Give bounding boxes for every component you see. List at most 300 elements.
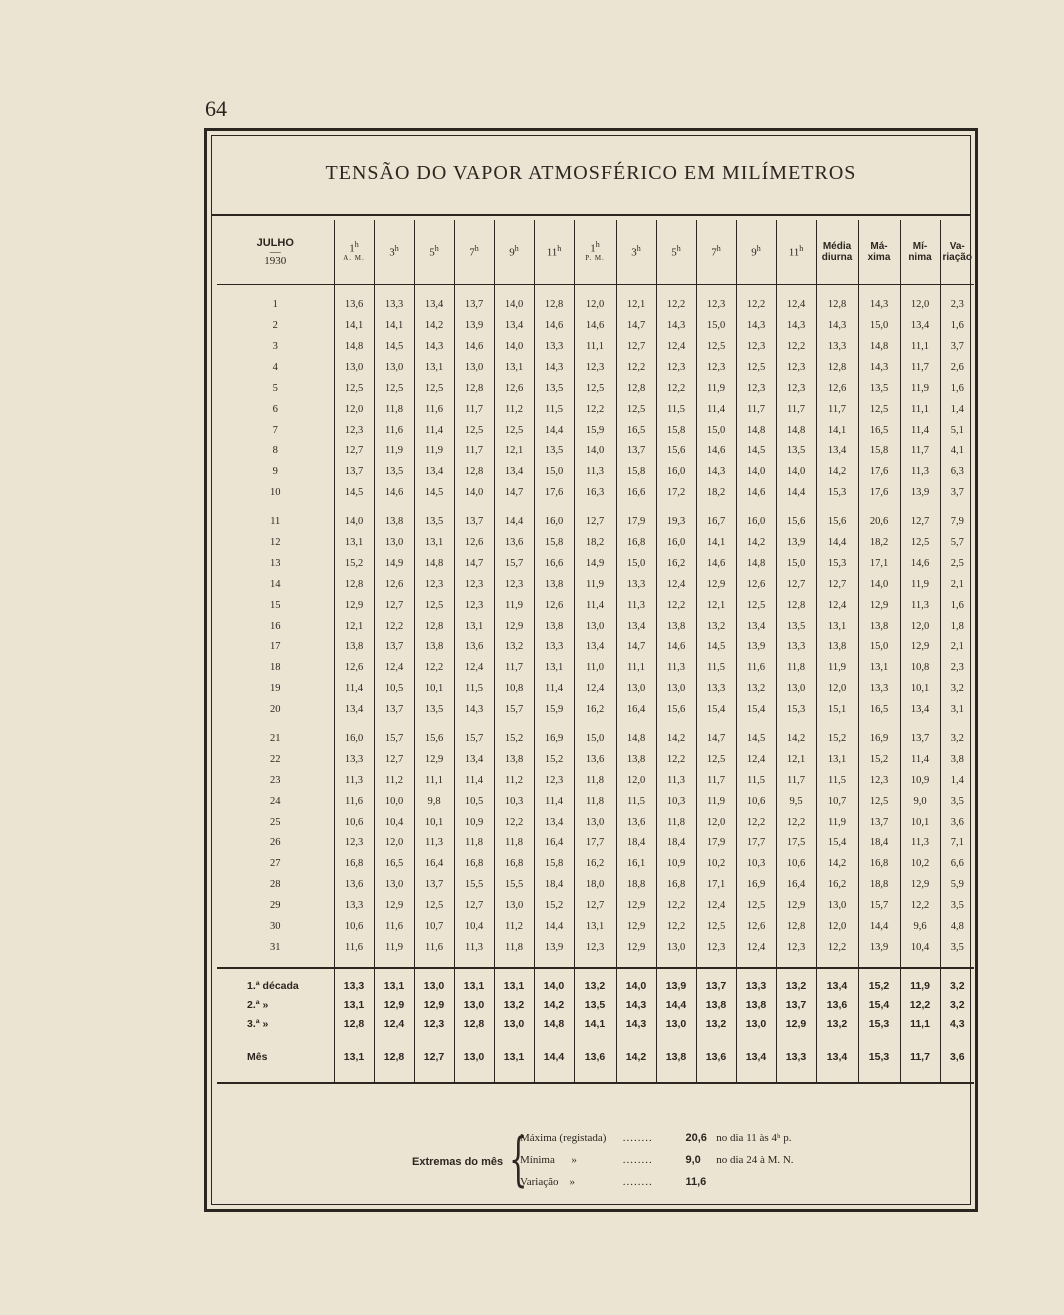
- table-cell: 12,0: [816, 917, 858, 938]
- table-cell: 13,0: [374, 533, 414, 554]
- table-cell: 12,4: [736, 750, 776, 771]
- hour-number: 1: [349, 242, 355, 255]
- table-cell: 15,8: [616, 462, 656, 483]
- table-cell: 15,8: [534, 533, 574, 554]
- day-number: 4: [272, 361, 278, 373]
- table-cell: 12,2: [736, 812, 776, 833]
- table-cell: 16,9: [534, 721, 574, 750]
- table-cell: 15,0: [574, 721, 616, 750]
- table-cell: 14,8: [858, 337, 900, 358]
- table-cell: 6,3: [940, 462, 974, 483]
- extreme-dots: ........: [622, 1176, 653, 1188]
- table-cell: 12,2: [616, 358, 656, 379]
- table-cell: 17,7: [574, 833, 616, 854]
- table-row: [217, 462, 974, 483]
- table-cell: 12,3: [736, 337, 776, 358]
- table-cell: 14,0: [494, 285, 534, 316]
- table-cell: 11,7: [776, 399, 816, 420]
- table-cell: 18,4: [616, 833, 656, 854]
- table-cell: 11,7: [776, 771, 816, 792]
- table-cell: 12,3: [776, 358, 816, 379]
- table-cell: 11,3: [900, 462, 940, 483]
- table-cell: 1,6: [940, 595, 974, 616]
- table-cell: 13,1: [574, 917, 616, 938]
- table-row: [217, 854, 974, 875]
- table-cell: 16,2: [816, 875, 858, 896]
- summary-cell: 13,3: [736, 968, 776, 996]
- table-cell: 12,2: [776, 337, 816, 358]
- summary-cell: 4,3: [940, 1015, 974, 1034]
- table-cell: 15,0: [534, 462, 574, 483]
- table-cell: 18,4: [656, 833, 696, 854]
- summary-cell: 12,9: [414, 996, 454, 1015]
- summary-cell: 3,6: [940, 1034, 974, 1083]
- table-cell: 12,3: [776, 938, 816, 968]
- table-cell: 12,5: [858, 399, 900, 420]
- hour-number: 3: [631, 246, 637, 259]
- table-cell: 12,9: [414, 750, 454, 771]
- table-cell: 10,8: [900, 658, 940, 679]
- table-cell: 12,5: [858, 791, 900, 812]
- table-frame: [204, 128, 978, 1212]
- table-cell: 12,9: [616, 917, 656, 938]
- table-cell: 12,5: [454, 420, 494, 441]
- table-cell: 12,8: [776, 917, 816, 938]
- table-cell: 14,4: [776, 483, 816, 504]
- day-number: 16: [270, 620, 281, 632]
- hour-header: [534, 220, 574, 285]
- table-cell: 11,3: [414, 833, 454, 854]
- table-cell: 16,8: [454, 854, 494, 875]
- table-cell: 11,2: [374, 771, 414, 792]
- table-cell: 6,6: [940, 854, 974, 875]
- table-cell: 14,3: [414, 337, 454, 358]
- table-cell: 13,5: [374, 462, 414, 483]
- table-cell: 12,1: [696, 595, 736, 616]
- table-cell: 12,4: [696, 896, 736, 917]
- summary-cell: 13,1: [334, 1034, 374, 1083]
- table-cell: 11,5: [454, 679, 494, 700]
- table-cell: 12,4: [776, 285, 816, 316]
- table-cell: 16,8: [656, 875, 696, 896]
- day-number: 15: [270, 599, 281, 611]
- table-cell: 12,3: [736, 379, 776, 400]
- table-cell: 12,2: [656, 285, 696, 316]
- table-cell: 11,6: [736, 658, 776, 679]
- hour-header: [656, 220, 696, 285]
- daily-rows: [217, 285, 974, 968]
- table-frame-inner: [211, 135, 971, 1205]
- table-cell: 5,1: [940, 420, 974, 441]
- table-cell: 12,1: [334, 616, 374, 637]
- table-cell: 14,3: [656, 316, 696, 337]
- table-cell: 11,3: [454, 938, 494, 968]
- table-row: [217, 875, 974, 896]
- table-cell: 13,8: [374, 504, 414, 533]
- table-cell: 18,2: [858, 533, 900, 554]
- summary-cell: 13,0: [454, 1034, 494, 1083]
- table-cell: 14,1: [374, 316, 414, 337]
- table-cell: 12,9: [616, 896, 656, 917]
- table-cell: 15,9: [534, 700, 574, 721]
- table-cell: 9,0: [900, 791, 940, 812]
- table-cell: 12,8: [616, 379, 656, 400]
- summary-cell: 13,1: [494, 968, 534, 996]
- table-cell: 11,4: [534, 679, 574, 700]
- table-cell: 10,7: [414, 917, 454, 938]
- table-cell: 15,0: [776, 554, 816, 575]
- table-cell: 13,9: [736, 637, 776, 658]
- summary-cell: 15,3: [858, 1015, 900, 1034]
- summary-cell: 13,7: [696, 968, 736, 996]
- table-cell: 14,8: [334, 337, 374, 358]
- month-header: [217, 220, 334, 285]
- decade-summary-row: [217, 1015, 974, 1034]
- table-cell: 16,2: [574, 854, 616, 875]
- table-cell: 14,0: [334, 504, 374, 533]
- table-cell: 13,7: [374, 700, 414, 721]
- table-cell: 12,5: [494, 420, 534, 441]
- table-cell: 16,4: [414, 854, 454, 875]
- table-cell: 16,5: [374, 854, 414, 875]
- table-cell: 3,5: [940, 938, 974, 968]
- table-cell: 13,9: [776, 533, 816, 554]
- summary-cell: 13,6: [574, 1034, 616, 1083]
- day-number: 21: [270, 733, 281, 744]
- table-cell: 14,4: [494, 504, 534, 533]
- media-diurna-header: [816, 220, 858, 285]
- table-cell: 13,8: [534, 575, 574, 596]
- table-row: [217, 483, 974, 504]
- table-row: [217, 533, 974, 554]
- table-cell: 9,5: [776, 791, 816, 812]
- table-cell: 5,7: [940, 533, 974, 554]
- table-cell: 12,9: [900, 875, 940, 896]
- table-cell: 12,7: [334, 441, 374, 462]
- table-cell: 12,3: [454, 595, 494, 616]
- table-cell: 13,4: [534, 812, 574, 833]
- day-number: 5: [272, 382, 278, 394]
- table-cell: 12,7: [574, 896, 616, 917]
- summary-cell: 13,8: [736, 996, 776, 1015]
- table-cell: 18,8: [858, 875, 900, 896]
- hour-number: 11: [546, 246, 558, 259]
- table-cell: 11,6: [414, 399, 454, 420]
- table-cell: 11,3: [900, 833, 940, 854]
- table-cell: 14,6: [696, 441, 736, 462]
- table-cell: 11,4: [414, 420, 454, 441]
- table-cell: 12,3: [858, 771, 900, 792]
- table-cell: 10,9: [454, 812, 494, 833]
- table-cell: 16,9: [736, 875, 776, 896]
- summary-cell: 12,9: [374, 996, 414, 1015]
- table-cell: 13,4: [574, 637, 616, 658]
- summary-cell: 12,4: [374, 1015, 414, 1034]
- table-cell: 1,4: [940, 399, 974, 420]
- table-cell: 13,4: [494, 316, 534, 337]
- table-cell: 12,2: [656, 750, 696, 771]
- table-cell: 12,3: [454, 575, 494, 596]
- table-cell: 12,6: [334, 658, 374, 679]
- table-cell: 10,8: [494, 679, 534, 700]
- table-cell: 13,5: [776, 441, 816, 462]
- table-cell: 13,8: [494, 750, 534, 771]
- summary-cell: 12,2: [900, 996, 940, 1015]
- summary-cell: 15,4: [858, 996, 900, 1015]
- table-cell: 12,2: [656, 379, 696, 400]
- table-row: [217, 896, 974, 917]
- table-cell: 14,7: [696, 721, 736, 750]
- table-cell: 18,0: [574, 875, 616, 896]
- hour-header: [334, 220, 374, 285]
- table-cell: 12,5: [736, 595, 776, 616]
- table-cell: 14,0: [574, 441, 616, 462]
- table-cell: 12,8: [816, 285, 858, 316]
- table-cell: 14,6: [454, 337, 494, 358]
- table-cell: 16,2: [656, 554, 696, 575]
- hour-header: [454, 220, 494, 285]
- hour-header: [574, 220, 616, 285]
- table-cell: 11,7: [900, 358, 940, 379]
- table-cell: 13,4: [736, 616, 776, 637]
- summary-cell: 13,2: [494, 996, 534, 1015]
- day-number: 19: [270, 683, 281, 695]
- extreme-name: Mínima »: [520, 1154, 577, 1166]
- table-cell: 11,6: [334, 938, 374, 968]
- table-cell: 11,4: [334, 679, 374, 700]
- table-row: [217, 358, 974, 379]
- table-cell: 11,8: [574, 791, 616, 812]
- day-number: 3: [272, 340, 278, 352]
- summary-cell: 14,8: [534, 1015, 574, 1034]
- table-cell: 16,4: [616, 700, 656, 721]
- table-cell: 13,3: [334, 896, 374, 917]
- hour-number: 9: [509, 246, 515, 259]
- table-cell: 12,3: [696, 938, 736, 968]
- table-cell: 12,4: [656, 575, 696, 596]
- table-row: [217, 917, 974, 938]
- table-cell: 13,4: [816, 441, 858, 462]
- table-cell: 13,2: [696, 616, 736, 637]
- table-cell: 11,9: [414, 441, 454, 462]
- table-cell: 13,5: [776, 616, 816, 637]
- table-cell: 11,4: [900, 750, 940, 771]
- table-cell: 12,2: [776, 812, 816, 833]
- title-divider: [212, 214, 970, 216]
- table-row: [217, 791, 974, 812]
- month-label: JULHO: [256, 236, 294, 249]
- table-cell: 14,0: [494, 337, 534, 358]
- table-cell: 14,0: [858, 575, 900, 596]
- table-cell: 11,9: [696, 379, 736, 400]
- day-number: 23: [270, 774, 281, 786]
- table-cell: 12,4: [574, 679, 616, 700]
- table-cell: 16,0: [334, 721, 374, 750]
- table-cell: 14,8: [776, 420, 816, 441]
- hour-header: [736, 220, 776, 285]
- table-cell: 14,6: [900, 554, 940, 575]
- summary-cell: 14,3: [616, 1015, 656, 1034]
- table-cell: 14,4: [534, 420, 574, 441]
- extreme-note: no dia 24 à M. N.: [716, 1154, 794, 1166]
- extreme-name: Máxima (registada): [520, 1132, 607, 1144]
- table-cell: 13,8: [616, 750, 656, 771]
- table-cell: 16,3: [574, 483, 616, 504]
- table-cell: 10,1: [900, 679, 940, 700]
- hour-superscript: h: [716, 244, 721, 254]
- extremes-label: Extremas do mês: [412, 1156, 504, 1168]
- table-cell: 12,3: [534, 771, 574, 792]
- table-cell: 10,7: [816, 791, 858, 812]
- table-cell: 10,6: [334, 917, 374, 938]
- table-cell: 10,9: [900, 771, 940, 792]
- summary-cell: 14,2: [534, 996, 574, 1015]
- table-cell: 12,7: [374, 750, 414, 771]
- table-cell: 11,2: [494, 917, 534, 938]
- summary-cell: 12,9: [776, 1015, 816, 1034]
- table-cell: 16,4: [776, 875, 816, 896]
- table-cell: 12,2: [736, 285, 776, 316]
- table-cell: 13,0: [574, 616, 616, 637]
- table-cell: 12,7: [574, 504, 616, 533]
- table-cell: 11,1: [616, 658, 656, 679]
- table-cell: 3,2: [940, 721, 974, 750]
- day-number: 10: [270, 487, 281, 499]
- table-cell: 13,3: [696, 679, 736, 700]
- table-cell: 3,5: [940, 896, 974, 917]
- table-cell: 16,8: [616, 533, 656, 554]
- media-line2: diurna: [821, 252, 853, 263]
- table-cell: 12,6: [736, 575, 776, 596]
- table-cell: 13,7: [900, 721, 940, 750]
- table-cell: 14,5: [414, 483, 454, 504]
- table-cell: 12,3: [776, 379, 816, 400]
- table-cell: 14,3: [858, 285, 900, 316]
- hour-superscript: h: [434, 244, 439, 254]
- summary-cell: 13,1: [374, 968, 414, 996]
- summary-cell: 14,2: [616, 1034, 656, 1083]
- hour-header: [374, 220, 414, 285]
- table-cell: 11,6: [414, 938, 454, 968]
- table-cell: 14,7: [494, 483, 534, 504]
- table-cell: 10,6: [776, 854, 816, 875]
- summary-cell: 15,3: [858, 1034, 900, 1083]
- table-cell: 11,9: [900, 379, 940, 400]
- table-cell: 11,0: [574, 658, 616, 679]
- hour-number: 1: [590, 242, 596, 255]
- hour-superscript: h: [636, 244, 641, 254]
- day-number: 6: [272, 403, 278, 415]
- table-cell: 13,0: [616, 679, 656, 700]
- table-cell: 14,3: [696, 462, 736, 483]
- table-row: [217, 679, 974, 700]
- extreme-row-min: [520, 1154, 794, 1166]
- summary-cell: 13,5: [574, 996, 616, 1015]
- table-cell: 14,6: [696, 554, 736, 575]
- extreme-value: 11,6: [685, 1176, 707, 1188]
- summary-cell: 13,7: [776, 996, 816, 1015]
- table-cell: 13,8: [334, 637, 374, 658]
- table-cell: 13,5: [414, 504, 454, 533]
- decade-summary-row: [217, 996, 974, 1015]
- summary-cell: 13,4: [816, 968, 858, 996]
- table-cell: 16,2: [574, 700, 616, 721]
- table-cell: 11,7: [454, 441, 494, 462]
- table-cell: 14,8: [414, 554, 454, 575]
- table-cell: 3,5: [940, 791, 974, 812]
- brace-icon: {: [509, 1125, 528, 1193]
- hour-number: 3: [389, 246, 395, 259]
- table-row: [217, 399, 974, 420]
- table-cell: 12,5: [736, 358, 776, 379]
- month-summary-row: [217, 1034, 974, 1083]
- table-cell: 11,5: [534, 399, 574, 420]
- table-cell: 11,6: [334, 791, 374, 812]
- table-cell: 13,4: [414, 285, 454, 316]
- table-cell: 12,0: [616, 771, 656, 792]
- table-cell: 14,8: [736, 554, 776, 575]
- table-cell: 13,0: [334, 358, 374, 379]
- table-cell: 13,9: [454, 316, 494, 337]
- page-title: TENSÃO DO VAPOR ATMOSFÉRICO EM MILÍMETROS: [325, 162, 857, 184]
- table-cell: 11,8: [776, 658, 816, 679]
- table-row: [217, 771, 974, 792]
- minima-line1: Mí-: [912, 241, 928, 252]
- table-cell: 12,7: [374, 595, 414, 616]
- table-cell: 18,4: [534, 875, 574, 896]
- table-cell: 13,5: [534, 441, 574, 462]
- hour-header: [414, 220, 454, 285]
- table-cell: 3,8: [940, 750, 974, 771]
- table-cell: 14,8: [736, 420, 776, 441]
- table-cell: 16,8: [334, 854, 374, 875]
- extreme-dots: ........: [622, 1132, 653, 1144]
- table-cell: 13,3: [776, 637, 816, 658]
- hour-number: 7: [469, 246, 475, 259]
- summary-cell: 12,8: [374, 1034, 414, 1083]
- table-cell: 11,4: [534, 791, 574, 812]
- table-row: [217, 316, 974, 337]
- table-cell: 13,7: [454, 504, 494, 533]
- table-cell: 10,3: [736, 854, 776, 875]
- table-cell: 12,8: [776, 595, 816, 616]
- day-number: 13: [270, 557, 281, 569]
- table-cell: 13,7: [454, 285, 494, 316]
- table-cell: 13,4: [900, 316, 940, 337]
- table-cell: 16,8: [494, 854, 534, 875]
- table-cell: 17,6: [858, 483, 900, 504]
- table-cell: 13,0: [374, 358, 414, 379]
- table-cell: 13,6: [494, 533, 534, 554]
- table-cell: 13,9: [858, 938, 900, 968]
- table-cell: 16,5: [858, 420, 900, 441]
- table-cell: 15,9: [574, 420, 616, 441]
- table-cell: 19,3: [656, 504, 696, 533]
- hour-superscript: h: [394, 244, 399, 254]
- summary-cell: 13,6: [696, 1034, 736, 1083]
- table-cell: 15,4: [736, 700, 776, 721]
- table-cell: 15,2: [816, 721, 858, 750]
- page-number: 64: [205, 96, 227, 121]
- table-cell: 16,0: [656, 533, 696, 554]
- table-cell: 13,1: [414, 358, 454, 379]
- table-row: [217, 379, 974, 400]
- day-number: 27: [270, 858, 281, 870]
- table-cell: 13,4: [494, 462, 534, 483]
- table-cell: 5,9: [940, 875, 974, 896]
- table-cell: 15,2: [858, 750, 900, 771]
- table-cell: 12,7: [454, 896, 494, 917]
